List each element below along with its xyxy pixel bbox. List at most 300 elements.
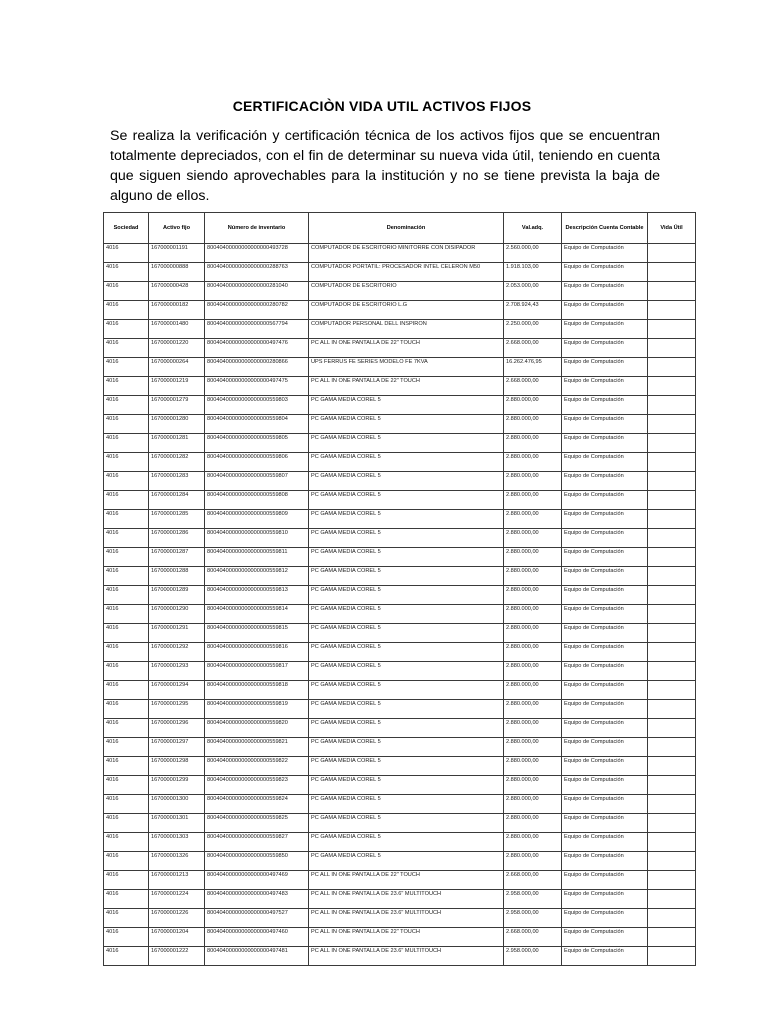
cell-sociedad: 4016 xyxy=(104,795,149,814)
cell-activo-fijo: 167000000182 xyxy=(149,301,205,320)
cell-denominacion: PC GAMA MEDIA COREL 5 xyxy=(309,738,504,757)
cell-denominacion: PC GAMA MEDIA COREL 5 xyxy=(309,814,504,833)
cell-val-adq: 2.668.000,00 xyxy=(504,871,562,890)
table-row xyxy=(104,909,696,928)
cell-denominacion: PC ALL IN ONE PANTALLA DE 23.6" MULTITOUCH xyxy=(309,890,504,909)
cell-activo-fijo: 167000001286 xyxy=(149,529,205,548)
cell-numero-inventario: 80040400000000000000497483 xyxy=(205,890,309,909)
document-title: CERTIFICACIÒN VIDA UTIL ACTIVOS FIJOS xyxy=(232,98,532,114)
cell-val-adq: 2.708.924,43 xyxy=(504,301,562,320)
cell-descripcion-cuenta: Equipo de Computación xyxy=(562,491,648,510)
cell-vida-util xyxy=(648,738,696,757)
cell-activo-fijo: 167000001222 xyxy=(149,947,205,966)
cell-sociedad: 4016 xyxy=(104,244,149,263)
cell-sociedad: 4016 xyxy=(104,738,149,757)
table-row xyxy=(104,776,696,795)
cell-numero-inventario: 80040400000000000000559825 xyxy=(205,814,309,833)
cell-val-adq: 2.880.000,00 xyxy=(504,415,562,434)
cell-activo-fijo: 167000001299 xyxy=(149,776,205,795)
cell-numero-inventario: 80040400000000000000559827 xyxy=(205,833,309,852)
table-row xyxy=(104,662,696,681)
cell-sociedad: 4016 xyxy=(104,605,149,624)
cell-denominacion: PC GAMA MEDIA COREL 5 xyxy=(309,548,504,567)
cell-numero-inventario: 80040400000000000000559822 xyxy=(205,757,309,776)
cell-denominacion: PC GAMA MEDIA COREL 5 xyxy=(309,662,504,681)
cell-numero-inventario: 80040400000000000000559814 xyxy=(205,605,309,624)
cell-numero-inventario: 80040400000000000000559813 xyxy=(205,586,309,605)
cell-val-adq: 1.918.103,00 xyxy=(504,263,562,282)
cell-numero-inventario: 80040400000000000000559805 xyxy=(205,434,309,453)
cell-activo-fijo: 167000001224 xyxy=(149,890,205,909)
table-row xyxy=(104,852,696,871)
cell-numero-inventario: 80040400000000000000559806 xyxy=(205,453,309,472)
cell-denominacion: COMPUTADOR DE ESCRITORIO xyxy=(309,282,504,301)
cell-val-adq: 2.880.000,00 xyxy=(504,643,562,662)
cell-val-adq: 16.262.476,95 xyxy=(504,358,562,377)
table-row xyxy=(104,472,696,491)
cell-sociedad: 4016 xyxy=(104,928,149,947)
cell-numero-inventario: 80040400000000000000559821 xyxy=(205,738,309,757)
cell-activo-fijo: 167000001282 xyxy=(149,453,205,472)
table-row xyxy=(104,890,696,909)
cell-val-adq: 2.880.000,00 xyxy=(504,510,562,529)
cell-denominacion: PC ALL IN ONE PANTALLA DE 22" TOUCH xyxy=(309,377,504,396)
cell-descripcion-cuenta: Equipo de Computación xyxy=(562,700,648,719)
cell-val-adq: 2.958.000,00 xyxy=(504,909,562,928)
cell-descripcion-cuenta: Equipo de Computación xyxy=(562,909,648,928)
cell-activo-fijo: 167000001300 xyxy=(149,795,205,814)
cell-activo-fijo: 167000001281 xyxy=(149,434,205,453)
table-row xyxy=(104,719,696,738)
cell-activo-fijo: 167000001301 xyxy=(149,814,205,833)
cell-sociedad: 4016 xyxy=(104,700,149,719)
cell-descripcion-cuenta: Equipo de Computación xyxy=(562,947,648,966)
cell-val-adq: 2.880.000,00 xyxy=(504,491,562,510)
cell-vida-util xyxy=(648,814,696,833)
cell-vida-util xyxy=(648,643,696,662)
cell-activo-fijo: 167000001326 xyxy=(149,852,205,871)
cell-descripcion-cuenta: Equipo de Computación xyxy=(562,586,648,605)
cell-numero-inventario: 80040400000000000000559815 xyxy=(205,624,309,643)
cell-vida-util xyxy=(648,320,696,339)
table-row xyxy=(104,244,696,263)
cell-activo-fijo: 167000001298 xyxy=(149,757,205,776)
cell-activo-fijo: 167000001291 xyxy=(149,624,205,643)
cell-activo-fijo: 167000001289 xyxy=(149,586,205,605)
cell-vida-util xyxy=(648,890,696,909)
cell-descripcion-cuenta: Equipo de Computación xyxy=(562,358,648,377)
cell-numero-inventario: 80040400000000000000497476 xyxy=(205,339,309,358)
cell-denominacion: COMPUTADOR PORTATIL: PROCESADOR INTEL CELERON M50 xyxy=(309,263,504,282)
cell-denominacion: PC GAMA MEDIA COREL 5 xyxy=(309,643,504,662)
table-row xyxy=(104,814,696,833)
cell-numero-inventario: 80040400000000000000497469 xyxy=(205,871,309,890)
cell-numero-inventario: 80040400000000000000280782 xyxy=(205,301,309,320)
header-descripcion-cuenta: Descripción Cuenta Contable xyxy=(562,213,648,244)
cell-numero-inventario: 80040400000000000000493728 xyxy=(205,244,309,263)
cell-val-adq: 2.053.000,00 xyxy=(504,282,562,301)
cell-vida-util xyxy=(648,871,696,890)
cell-activo-fijo: 167000001294 xyxy=(149,681,205,700)
cell-denominacion: PC GAMA MEDIA COREL 5 xyxy=(309,757,504,776)
cell-sociedad: 4016 xyxy=(104,871,149,890)
cell-sociedad: 4016 xyxy=(104,301,149,320)
cell-vida-util xyxy=(648,339,696,358)
cell-numero-inventario: 80040400000000000000497527 xyxy=(205,909,309,928)
cell-activo-fijo: 167000001287 xyxy=(149,548,205,567)
cell-sociedad: 4016 xyxy=(104,776,149,795)
cell-val-adq: 2.880.000,00 xyxy=(504,529,562,548)
cell-vida-util xyxy=(648,396,696,415)
cell-denominacion: PC GAMA MEDIA COREL 5 xyxy=(309,491,504,510)
cell-sociedad: 4016 xyxy=(104,263,149,282)
cell-val-adq: 2.958.000,00 xyxy=(504,890,562,909)
cell-denominacion: PC ALL IN ONE PANTALLA DE 23.6" MULTITOUCH xyxy=(309,909,504,928)
cell-activo-fijo: 167000001295 xyxy=(149,700,205,719)
cell-denominacion: PC GAMA MEDIA COREL 5 xyxy=(309,852,504,871)
cell-sociedad: 4016 xyxy=(104,453,149,472)
table-row xyxy=(104,491,696,510)
cell-denominacion: PC GAMA MEDIA COREL 5 xyxy=(309,567,504,586)
cell-descripcion-cuenta: Equipo de Computación xyxy=(562,928,648,947)
cell-val-adq: 2.880.000,00 xyxy=(504,814,562,833)
cell-activo-fijo: 167000001226 xyxy=(149,909,205,928)
cell-activo-fijo: 167000001290 xyxy=(149,605,205,624)
cell-denominacion: COMPUTADOR PERSONAL DELL INSPIRON xyxy=(309,320,504,339)
table-header-row xyxy=(104,213,696,244)
table-row xyxy=(104,738,696,757)
header-val-adq: Val.adq. xyxy=(504,213,562,244)
cell-val-adq: 2.880.000,00 xyxy=(504,738,562,757)
cell-numero-inventario: 8004040000000000000055981​1 xyxy=(205,548,309,567)
cell-activo-fijo: 167000001480 xyxy=(149,320,205,339)
cell-denominacion: PC GAMA MEDIA COREL 5 xyxy=(309,453,504,472)
cell-denominacion: PC GAMA MEDIA COREL 5 xyxy=(309,719,504,738)
cell-sociedad: 4016 xyxy=(104,472,149,491)
cell-descripcion-cuenta: Equipo de Computación xyxy=(562,301,648,320)
cell-denominacion: UPS FERRUS FE SERIES MODELO FE 7KVA xyxy=(309,358,504,377)
cell-sociedad: 4016 xyxy=(104,624,149,643)
cell-sociedad: 4016 xyxy=(104,282,149,301)
cell-descripcion-cuenta: Equipo de Computación xyxy=(562,453,648,472)
cell-val-adq: 2.880.000,00 xyxy=(504,833,562,852)
table-row xyxy=(104,282,696,301)
cell-sociedad: 4016 xyxy=(104,377,149,396)
cell-denominacion: PC GAMA MEDIA COREL 5 xyxy=(309,396,504,415)
cell-vida-util xyxy=(648,795,696,814)
cell-numero-inventario: 80040400000000000000559817 xyxy=(205,662,309,681)
cell-numero-inventario: 80040400000000000000497460 xyxy=(205,928,309,947)
cell-vida-util xyxy=(648,434,696,453)
cell-sociedad: 4016 xyxy=(104,491,149,510)
cell-vida-util xyxy=(648,681,696,700)
header-sociedad: Sociedad xyxy=(104,213,149,244)
cell-sociedad: 4016 xyxy=(104,548,149,567)
cell-vida-util xyxy=(648,719,696,738)
table-row xyxy=(104,567,696,586)
cell-activo-fijo: 167000001219 xyxy=(149,377,205,396)
cell-descripcion-cuenta: Equipo de Computación xyxy=(562,814,648,833)
cell-numero-inventario: 80040400000000000000559808 xyxy=(205,491,309,510)
intro-paragraph: Se realiza la verificación y certificación técnica de los activos fijos que se encuentran totalmente depreciados, con el fin de determinar su nueva vida útil, teniendo en cuenta que siguen siendo aprovechables para la institución y no se tiene prevista la baja de alguno de ellos. xyxy=(110,128,660,204)
header-vida-util: Vida Útil xyxy=(648,213,696,244)
cell-sociedad: 4016 xyxy=(104,890,149,909)
cell-activo-fijo: 167000000888 xyxy=(149,263,205,282)
cell-denominacion: PC GAMA MEDIA COREL 5 xyxy=(309,681,504,700)
cell-vida-util xyxy=(648,662,696,681)
cell-sociedad: 4016 xyxy=(104,833,149,852)
cell-descripcion-cuenta: Equipo de Computación xyxy=(562,548,648,567)
cell-val-adq: 2.668.000,00 xyxy=(504,339,562,358)
cell-vida-util xyxy=(648,909,696,928)
cell-sociedad: 4016 xyxy=(104,662,149,681)
table-row xyxy=(104,320,696,339)
cell-descripcion-cuenta: Equipo de Computación xyxy=(562,282,648,301)
cell-numero-inventario: 80040400000000000000288763 xyxy=(205,263,309,282)
cell-numero-inventario: 80040400000000000000559803 xyxy=(205,396,309,415)
table-row xyxy=(104,453,696,472)
cell-descripcion-cuenta: Equipo de Computación xyxy=(562,624,648,643)
cell-descripcion-cuenta: Equipo de Computación xyxy=(562,833,648,852)
table-body xyxy=(104,244,696,966)
cell-val-adq: 2.880.000,00 xyxy=(504,700,562,719)
cell-sociedad: 4016 xyxy=(104,757,149,776)
cell-sociedad: 4016 xyxy=(104,567,149,586)
cell-descripcion-cuenta: Equipo de Computación xyxy=(562,434,648,453)
cell-numero-inventario: 80040400000000000000281040 xyxy=(205,282,309,301)
cell-descripcion-cuenta: Equipo de Computación xyxy=(562,662,648,681)
cell-vida-util xyxy=(648,263,696,282)
cell-sociedad: 4016 xyxy=(104,358,149,377)
cell-val-adq: 2.958.000,00 xyxy=(504,947,562,966)
cell-sociedad: 4016 xyxy=(104,396,149,415)
cell-val-adq: 2.880.000,00 xyxy=(504,605,562,624)
table-row xyxy=(104,415,696,434)
cell-val-adq: 2.880.000,00 xyxy=(504,624,562,643)
cell-sociedad: 4016 xyxy=(104,510,149,529)
header-numero-inventario: Número de inventario xyxy=(205,213,309,244)
cell-denominacion: PC GAMA MEDIA COREL 5 xyxy=(309,833,504,852)
cell-numero-inventario: 80040400000000000000559812 xyxy=(205,567,309,586)
cell-denominacion: COMPUTADOR DE ESCRITORIO L.G xyxy=(309,301,504,320)
cell-denominacion: PC GAMA MEDIA COREL 5 xyxy=(309,624,504,643)
table-row xyxy=(104,396,696,415)
cell-numero-inventario: 80040400000000000000567794 xyxy=(205,320,309,339)
table-row xyxy=(104,339,696,358)
cell-denominacion: PC GAMA MEDIA COREL 5 xyxy=(309,434,504,453)
cell-activo-fijo: 167000001303 xyxy=(149,833,205,852)
table-row xyxy=(104,624,696,643)
cell-activo-fijo: 167000000428 xyxy=(149,282,205,301)
cell-denominacion: PC GAMA MEDIA COREL 5 xyxy=(309,415,504,434)
cell-vida-util xyxy=(648,472,696,491)
cell-descripcion-cuenta: Equipo de Computación xyxy=(562,852,648,871)
cell-val-adq: 2.880.000,00 xyxy=(504,548,562,567)
cell-descripcion-cuenta: Equipo de Computación xyxy=(562,415,648,434)
cell-descripcion-cuenta: Equipo de Computación xyxy=(562,396,648,415)
cell-vida-util xyxy=(648,548,696,567)
cell-descripcion-cuenta: Equipo de Computación xyxy=(562,681,648,700)
cell-sociedad: 4016 xyxy=(104,947,149,966)
cell-val-adq: 2.250.000,00 xyxy=(504,320,562,339)
cell-val-adq: 2.880.000,00 xyxy=(504,662,562,681)
table-row xyxy=(104,301,696,320)
cell-numero-inventario: 80040400000000000000559810 xyxy=(205,529,309,548)
cell-val-adq: 2.880.000,00 xyxy=(504,757,562,776)
cell-activo-fijo: 167000001296 xyxy=(149,719,205,738)
table-row xyxy=(104,605,696,624)
cell-val-adq: 2.880.000,00 xyxy=(504,586,562,605)
cell-descripcion-cuenta: Equipo de Computación xyxy=(562,719,648,738)
cell-vida-util xyxy=(648,415,696,434)
cell-vida-util xyxy=(648,567,696,586)
cell-denominacion: PC GAMA MEDIA COREL 5 xyxy=(309,795,504,814)
cell-descripcion-cuenta: Equipo de Computación xyxy=(562,738,648,757)
cell-vida-util xyxy=(648,282,696,301)
cell-vida-util xyxy=(648,244,696,263)
cell-numero-inventario: 80040400000000000000280866 xyxy=(205,358,309,377)
cell-sociedad: 4016 xyxy=(104,643,149,662)
cell-sociedad: 4016 xyxy=(104,415,149,434)
cell-val-adq: 2.880.000,00 xyxy=(504,396,562,415)
cell-numero-inventario: 80040400000000000000497481 xyxy=(205,947,309,966)
cell-sociedad: 4016 xyxy=(104,852,149,871)
cell-descripcion-cuenta: Equipo de Computación xyxy=(562,776,648,795)
cell-activo-fijo: 167000001220 xyxy=(149,339,205,358)
cell-denominacion: PC GAMA MEDIA COREL 5 xyxy=(309,776,504,795)
cell-vida-util xyxy=(648,757,696,776)
cell-val-adq: 2.560.000,00 xyxy=(504,244,562,263)
cell-denominacion: PC GAMA MEDIA COREL 5 xyxy=(309,510,504,529)
cell-activo-fijo: 167000001204 xyxy=(149,928,205,947)
cell-descripcion-cuenta: Equipo de Computación xyxy=(562,510,648,529)
table-row xyxy=(104,928,696,947)
cell-denominacion: COMPUTADOR DE ESCRITORIO MINITORRE CON DISIPADOR xyxy=(309,244,504,263)
table-row xyxy=(104,947,696,966)
cell-sociedad: 4016 xyxy=(104,586,149,605)
cell-sociedad: 4016 xyxy=(104,529,149,548)
cell-val-adq: 2.880.000,00 xyxy=(504,567,562,586)
cell-denominacion: PC ALL IN ONE PANTALLA DE 22" TOUCH xyxy=(309,928,504,947)
cell-descripcion-cuenta: Equipo de Computación xyxy=(562,320,648,339)
cell-descripcion-cuenta: Equipo de Computación xyxy=(562,567,648,586)
cell-activo-fijo: 167000001292 xyxy=(149,643,205,662)
table-row xyxy=(104,434,696,453)
cell-vida-util xyxy=(648,852,696,871)
cell-vida-util xyxy=(648,529,696,548)
table-row xyxy=(104,795,696,814)
cell-activo-fijo: 167000000264 xyxy=(149,358,205,377)
cell-numero-inventario: 80040400000000000000559824 xyxy=(205,795,309,814)
cell-denominacion: PC GAMA MEDIA COREL 5 xyxy=(309,605,504,624)
cell-activo-fijo: 167000001288 xyxy=(149,567,205,586)
cell-activo-fijo: 167000001297 xyxy=(149,738,205,757)
table-row xyxy=(104,681,696,700)
cell-sociedad: 4016 xyxy=(104,909,149,928)
cell-vida-util xyxy=(648,510,696,529)
cell-activo-fijo: 167000001285 xyxy=(149,510,205,529)
cell-activo-fijo: 167000001283 xyxy=(149,472,205,491)
cell-descripcion-cuenta: Equipo de Computación xyxy=(562,643,648,662)
cell-descripcion-cuenta: Equipo de Computación xyxy=(562,377,648,396)
cell-sociedad: 4016 xyxy=(104,681,149,700)
table-row xyxy=(104,548,696,567)
cell-denominacion: PC GAMA MEDIA COREL 5 xyxy=(309,472,504,491)
cell-vida-util xyxy=(648,453,696,472)
cell-numero-inventario: 80040400000000000000559820 xyxy=(205,719,309,738)
cell-val-adq: 2.880.000,00 xyxy=(504,719,562,738)
cell-activo-fijo: 167000001279 xyxy=(149,396,205,415)
cell-numero-inventario: 80040400000000000000497475 xyxy=(205,377,309,396)
cell-vida-util xyxy=(648,776,696,795)
cell-vida-util xyxy=(648,301,696,320)
cell-vida-util xyxy=(648,377,696,396)
cell-activo-fijo: 167000001280 xyxy=(149,415,205,434)
cell-val-adq: 2.880.000,00 xyxy=(504,434,562,453)
cell-val-adq: 2.880.000,00 xyxy=(504,776,562,795)
cell-denominacion: PC ALL IN ONE PANTALLA DE 22" TOUCH xyxy=(309,871,504,890)
cell-descripcion-cuenta: Equipo de Computación xyxy=(562,472,648,491)
cell-descripcion-cuenta: Equipo de Computación xyxy=(562,339,648,358)
cell-descripcion-cuenta: Equipo de Computación xyxy=(562,757,648,776)
cell-vida-util xyxy=(648,491,696,510)
table-row xyxy=(104,871,696,890)
cell-numero-inventario: 80040400000000000000559819 xyxy=(205,700,309,719)
header-denominacion: Denominación xyxy=(309,213,504,244)
table-row xyxy=(104,586,696,605)
cell-val-adq: 2.880.000,00 xyxy=(504,681,562,700)
cell-activo-fijo: 167000001284 xyxy=(149,491,205,510)
cell-vida-util xyxy=(648,928,696,947)
cell-descripcion-cuenta: Equipo de Computación xyxy=(562,244,648,263)
cell-denominacion: PC GAMA MEDIA COREL 5 xyxy=(309,529,504,548)
cell-sociedad: 4016 xyxy=(104,719,149,738)
cell-descripcion-cuenta: Equipo de Computación xyxy=(562,263,648,282)
cell-sociedad: 4016 xyxy=(104,814,149,833)
table-row xyxy=(104,263,696,282)
header-activo-fijo: Activo fijo xyxy=(149,213,205,244)
cell-denominacion: PC GAMA MEDIA COREL 5 xyxy=(309,700,504,719)
cell-denominacion: PC ALL IN ONE PANTALLA DE 23.6" MULTITOUCH xyxy=(309,947,504,966)
table-row xyxy=(104,757,696,776)
cell-vida-util xyxy=(648,833,696,852)
cell-numero-inventario: 80040400000000000000559823 xyxy=(205,776,309,795)
cell-vida-util xyxy=(648,358,696,377)
cell-denominacion: PC GAMA MEDIA COREL 5 xyxy=(309,586,504,605)
table-row xyxy=(104,358,696,377)
cell-activo-fijo: 167000001213 xyxy=(149,871,205,890)
cell-vida-util xyxy=(648,605,696,624)
cell-val-adq: 2.880.000,00 xyxy=(504,795,562,814)
cell-sociedad: 4016 xyxy=(104,320,149,339)
cell-numero-inventario: 80040400000000000000559816 xyxy=(205,643,309,662)
cell-descripcion-cuenta: Equipo de Computación xyxy=(562,529,648,548)
table-row xyxy=(104,700,696,719)
cell-val-adq: 2.668.000,00 xyxy=(504,377,562,396)
cell-descripcion-cuenta: Equipo de Computación xyxy=(562,890,648,909)
cell-val-adq: 2.880.000,00 xyxy=(504,472,562,491)
cell-val-adq: 2.880.000,00 xyxy=(504,453,562,472)
cell-descripcion-cuenta: Equipo de Computación xyxy=(562,605,648,624)
assets-table xyxy=(103,212,696,966)
cell-sociedad: 4016 xyxy=(104,434,149,453)
cell-vida-util xyxy=(648,624,696,643)
cell-activo-fijo: 167000001191 xyxy=(149,244,205,263)
cell-descripcion-cuenta: Equipo de Computación xyxy=(562,871,648,890)
table-row xyxy=(104,529,696,548)
cell-denominacion: PC ALL IN ONE PANTALLA DE 22" TOUCH xyxy=(309,339,504,358)
cell-sociedad: 4016 xyxy=(104,339,149,358)
